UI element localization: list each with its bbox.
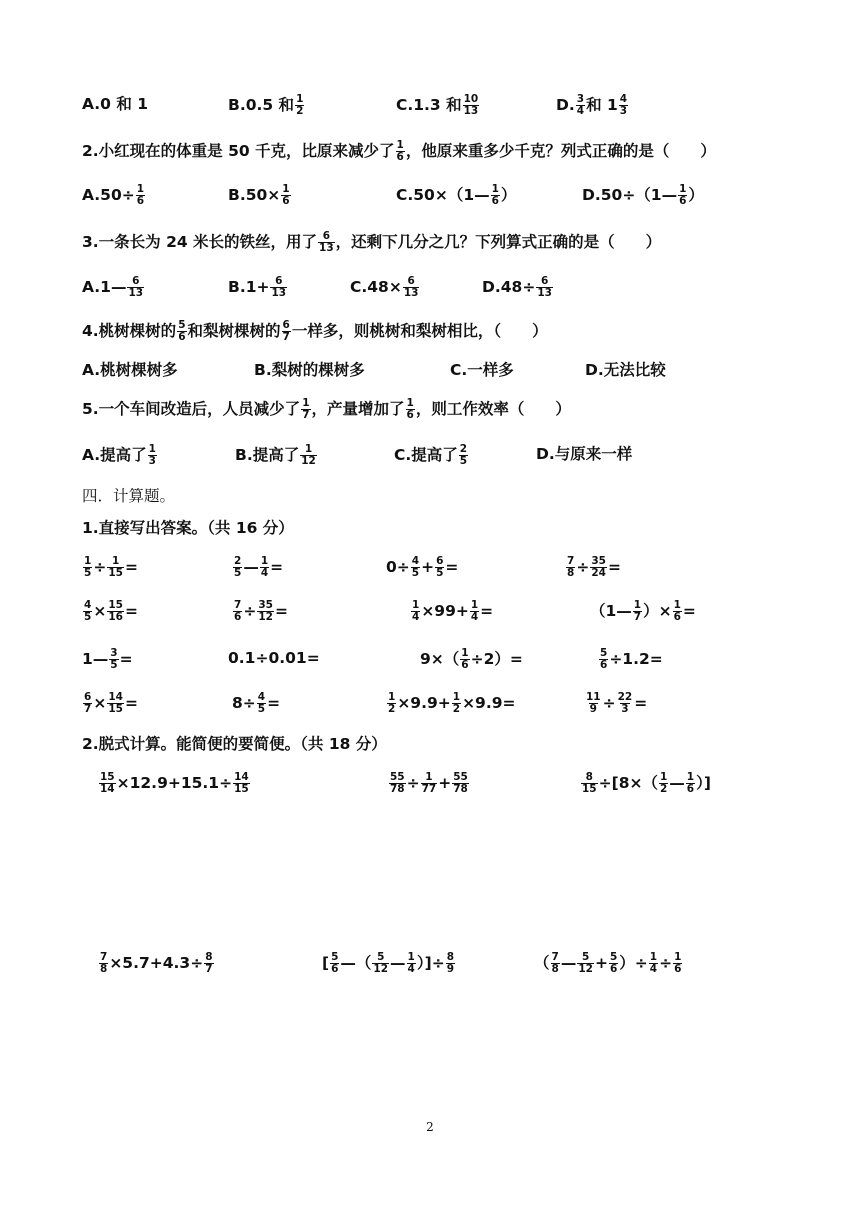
q1-option-c: C.1.3 和 $\frac{10}{13}$ [396,93,479,117]
calc-item: $\frac{6}{7}$ × $\frac{14}{15}$ = [84,691,138,715]
calc-item: $\frac{1}{2}$ ×9.9+ $\frac{1}{2}$ ×9.9= [388,691,516,715]
q4-question: 4.桃树棵树的 $\frac{5}{6}$ 和梨树棵树的 $\frac{6}{7}$ 一样多，则桃树和梨树相比，（ ） [82,319,548,343]
calc-item: （ $\frac{7}{8}$ — $\frac{5}{12}$ + $\frac{5}{6}$ ）÷ $\frac{1}{4}$ ÷ $\frac{1}{6}$ [534,951,682,975]
q3-option-d: D.48÷ $\frac{6}{13}$ [482,275,552,299]
calc-item: $\frac{5}{6}$ ÷1.2= [600,647,663,671]
q2-option-d: D.50÷（1— $\frac{1}{6}$ ） [582,183,704,207]
q2-option-b: B.50× $\frac{1}{6}$ [228,183,290,207]
calc-item: 0÷ $\frac{4}{5}$ + $\frac{6}{5}$ = [386,555,459,579]
calc-item: $\frac{11}{9}$ ÷ $\frac{22}{3}$ = [586,691,648,715]
q5-option-a: A.提高了 $\frac{1}{3}$ [82,443,156,467]
calc-item: $\frac{55}{78}$ ÷ $\frac{1}{77}$ + $\frac{55}{78}$ [390,771,468,795]
q4-option-a: A.桃树棵树多 [82,361,178,379]
calc-item: $\frac{15}{14}$ ×12.9+15.1÷ $\frac{14}{15}$ [100,771,249,795]
part2-title: 2.脱式计算。能简便的要简便。（共 18 分） [82,735,387,753]
q5-option-c: C.提高了 $\frac{2}{5}$ [394,443,468,467]
part1-title: 1.直接写出答案。（共 16 分） [82,519,294,537]
section-heading: 四．计算题。 [82,487,176,505]
q5-option-d: D.与原来一样 [536,445,633,463]
calc-item: $\frac{1}{5}$ ÷ $\frac{1}{15}$ = [84,555,138,579]
q2-question: 2.小红现在的体重是 50 千克，比原来减少了 $\frac{1}{6}$ ，他原来重多少千克？列式正确的是（ ） [82,139,716,163]
q2-option-a: A.50÷ $\frac{1}{6}$ [82,183,145,207]
calc-item: 0.1÷0.01= [228,649,320,667]
calc-item: $\frac{2}{5}$ — $\frac{1}{4}$ = [234,555,284,579]
calc-item: $\frac{7}{6}$ ÷ $\frac{35}{12}$ = [234,599,288,623]
q2-option-c: C.50×（1— $\frac{1}{6}$ ） [396,183,517,207]
q4-option-c: C.一样多 [450,361,514,379]
calc-item: 9×（ $\frac{1}{6}$ ÷2）= [420,647,523,671]
q1-option-a: A.0 和 1 [82,95,149,113]
page-number: 2 [426,1120,434,1134]
calc-item: $\frac{7}{8}$ ×5.7+4.3÷ $\frac{8}{7}$ [100,951,213,975]
calc-item: $\frac{1}{4}$ ×99+ $\frac{1}{4}$ = [412,599,494,623]
calc-item: 1— $\frac{3}{5}$ = [82,647,133,671]
calc-item: [ $\frac{5}{6}$ —（ $\frac{5}{12}$ — $\frac{1}{4}$ ）]÷ $\frac{8}{9}$ [322,951,454,975]
calc-item: $\frac{4}{5}$ × $\frac{15}{16}$ = [84,599,138,623]
q3-question: 3.一条长为 24 米长的铁丝，用了 $\frac{6}{13}$ ，还剩下几分之几？下列算式正确的是（ ） [82,230,662,254]
q5-question: 5.一个车间改造后，人员减少了 $\frac{1}{7}$ ，产量增加了 $\frac{1}{6}$ ，则工作效率（ ） [82,397,571,421]
q1-option-b: B.0.5 和 $\frac{1}{2}$ [228,93,304,117]
calc-item: （1— $\frac{1}{7}$ ）× $\frac{1}{6}$ = [590,599,696,623]
q3-option-b: B.1+ $\frac{6}{13}$ [228,275,287,299]
q1-option-d: D. $\frac{3}{4}$ 和 1 $\frac{4}{3}$ [556,93,628,117]
q3-option-a: A.1— $\frac{6}{13}$ [82,275,144,299]
q4-option-b: B.梨树的棵树多 [254,361,365,379]
q5-option-b: B.提高了 $\frac{1}{12}$ [235,443,316,467]
q4-option-d: D.无法比较 [585,361,666,379]
calc-item: $\frac{7}{8}$ ÷ $\frac{35}{24}$ = [567,555,621,579]
calc-item: $\frac{8}{15}$ ÷[8×（ $\frac{1}{2}$ — $\frac{1}{6}$ ）] [582,771,711,795]
calc-item: 8÷ $\frac{4}{5}$ = [232,691,281,715]
q3-option-c: C.48× $\frac{6}{13}$ [350,275,419,299]
